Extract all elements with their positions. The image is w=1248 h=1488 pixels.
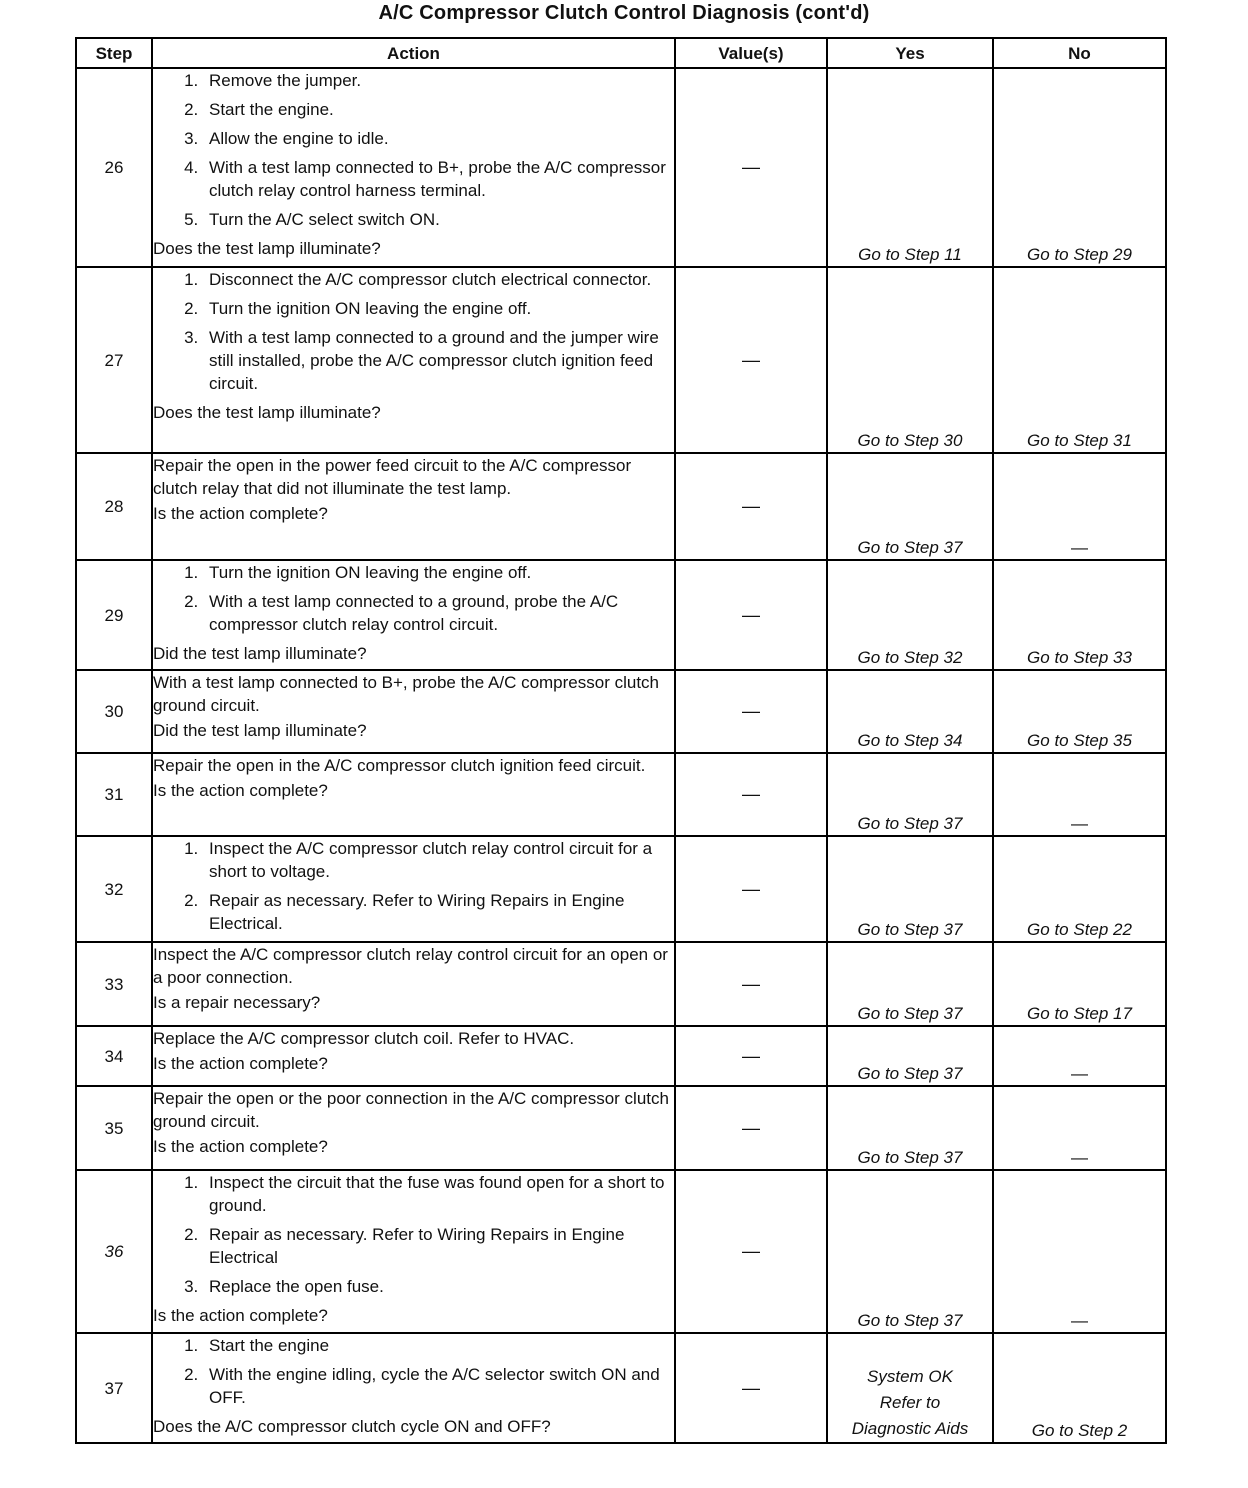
table-row — [76, 1026, 1166, 1086]
no-cell: Go to Step 29 — [993, 68, 1166, 267]
action-steps — [153, 69, 674, 231]
step-number: 29 — [76, 560, 152, 670]
action-question: Did the test lamp illuminate? — [153, 721, 367, 740]
no-cell: — — [993, 753, 1166, 836]
action-step: 1. Inspect the circuit that the fuse was found open for a short to ground. — [203, 1171, 674, 1217]
action-question: Is the action complete? — [153, 781, 328, 800]
action-step: 3. Replace the open fuse. — [203, 1275, 674, 1298]
no-cell: — — [993, 1170, 1166, 1333]
value-cell: — — [675, 1170, 827, 1333]
action-question: Does the test lamp illuminate? — [153, 239, 381, 258]
table-row — [76, 1086, 1166, 1170]
action-step: 2. Repair as necessary. Refer to Wiring Repairs in Engine Electrical — [203, 1223, 674, 1269]
action-question: Did the test lamp illuminate? — [153, 644, 367, 663]
action-cell — [152, 453, 675, 560]
value-cell: — — [675, 1086, 827, 1170]
action-cell — [152, 942, 675, 1026]
value-cell: — — [675, 68, 827, 267]
action-steps — [153, 561, 674, 636]
action-cell — [152, 1086, 675, 1170]
action-cell — [152, 68, 675, 267]
table-row — [76, 670, 1166, 753]
value-cell: — — [675, 753, 827, 836]
action-cell — [152, 670, 675, 753]
action-question: Does the A/C compressor clutch cycle ON and OFF? — [153, 1417, 551, 1436]
action-text: Replace the A/C compressor clutch coil. Refer to HVAC. — [153, 1029, 575, 1048]
action-cell — [152, 1170, 675, 1333]
action-step: 1. Start the engine — [203, 1334, 674, 1357]
table-header-row — [76, 38, 1166, 68]
action-step: 2. Turn the ignition ON leaving the engine off. — [203, 297, 674, 320]
table-row — [76, 1170, 1166, 1333]
table-row — [76, 836, 1166, 942]
yes-cell: Go to Step 30 — [827, 267, 993, 453]
step-number: 33 — [76, 942, 152, 1026]
action-question: Does the test lamp illuminate? — [153, 403, 381, 422]
no-cell: Go to Step 2 — [993, 1333, 1166, 1443]
yes-cell: Go to Step 37 — [827, 453, 993, 560]
no-cell: Go to Step 17 — [993, 942, 1166, 1026]
table-row — [76, 453, 1166, 560]
action-cell — [152, 836, 675, 942]
no-cell: — — [993, 453, 1166, 560]
yes-cell: Go to Step 37 — [827, 1170, 993, 1333]
action-step: 3. Allow the engine to idle. — [203, 127, 674, 150]
action-text: Inspect the A/C compressor clutch relay control circuit for an open or a poor connection. — [153, 945, 668, 987]
no-cell: Go to Step 22 — [993, 836, 1166, 942]
action-step: 2. Start the engine. — [203, 98, 674, 121]
header-yes: Yes — [827, 38, 993, 68]
yes-cell: Go to Step 37 — [827, 753, 993, 836]
action-question: Is the action complete? — [153, 1054, 328, 1073]
step-number: 30 — [76, 670, 152, 753]
step-number: 27 — [76, 267, 152, 453]
step-number: 32 — [76, 836, 152, 942]
action-steps — [153, 1171, 674, 1298]
action-step: 3. With a test lamp connected to a ground and the jumper wire still installed, probe the A/C compressor clutch ignition feed circuit. — [203, 326, 674, 395]
action-text: Repair the open or the poor connection in the A/C compressor clutch ground circuit. — [153, 1089, 669, 1131]
yes-cell: Go to Step 37 — [827, 836, 993, 942]
action-steps — [153, 268, 674, 395]
action-text: Repair the open in the A/C compressor clutch ignition feed circuit. — [153, 756, 646, 775]
yes-cell: Go to Step 37 — [827, 1026, 993, 1086]
value-cell: — — [675, 1026, 827, 1086]
diagnosis-table — [75, 37, 1167, 1444]
action-step: 2. With the engine idling, cycle the A/C selector switch ON and OFF. — [203, 1363, 674, 1409]
header-action: Action — [152, 38, 675, 68]
page-title: A/C Compressor Clutch Control Diagnosis (cont'd) — [378, 2, 870, 24]
action-question: Is the action complete? — [153, 1137, 328, 1156]
table-row — [76, 68, 1166, 267]
table-row — [76, 560, 1166, 670]
table-row — [76, 753, 1166, 836]
step-number: 37 — [76, 1333, 152, 1443]
action-text: With a test lamp connected to B+, probe the A/C compressor clutch ground circuit. — [153, 673, 659, 715]
no-cell: — — [993, 1086, 1166, 1170]
action-cell — [152, 1026, 675, 1086]
action-question: Is a repair necessary? — [153, 993, 321, 1012]
step-number: 34 — [76, 1026, 152, 1086]
action-question: Is the action complete? — [153, 1306, 328, 1325]
header-values: Value(s) — [675, 38, 827, 68]
action-step: 2. With a test lamp connected to a ground, probe the A/C compressor clutch relay control circuit. — [203, 590, 674, 636]
no-cell: Go to Step 33 — [993, 560, 1166, 670]
action-step: 1. Turn the ignition ON leaving the engine off. — [203, 561, 674, 584]
yes-cell: Go to Step 37 — [827, 942, 993, 1026]
table-row — [76, 1333, 1166, 1443]
action-step: 2. Repair as necessary. Refer to Wiring Repairs in Engine Electrical. — [203, 889, 674, 935]
step-number: 28 — [76, 453, 152, 560]
yes-line: System OK — [867, 1367, 953, 1386]
action-step: 1. Disconnect the A/C compressor clutch electrical connector. — [203, 268, 674, 291]
action-cell — [152, 560, 675, 670]
yes-cell: Go to Step 34 — [827, 670, 993, 753]
no-cell: — — [993, 1026, 1166, 1086]
yes-cell — [827, 1333, 993, 1443]
header-step: Step — [76, 38, 152, 68]
action-step: 1. Remove the jumper. — [203, 69, 674, 92]
action-steps — [153, 1334, 674, 1409]
yes-lines — [828, 1364, 992, 1442]
yes-line: Refer to — [879, 1393, 941, 1412]
yes-cell: Go to Step 37 — [827, 1086, 993, 1170]
yes-line: Diagnostic Aids — [851, 1419, 969, 1438]
step-number: 31 — [76, 753, 152, 836]
yes-cell: Go to Step 11 — [827, 68, 993, 267]
value-cell: — — [675, 453, 827, 560]
yes-cell: Go to Step 32 — [827, 560, 993, 670]
action-cell — [152, 753, 675, 836]
step-number: 36 — [76, 1170, 152, 1333]
value-cell: — — [675, 267, 827, 453]
action-cell — [152, 267, 675, 453]
no-cell: Go to Step 31 — [993, 267, 1166, 453]
action-step: 5. Turn the A/C select switch ON. — [203, 208, 674, 231]
value-cell: — — [675, 942, 827, 1026]
action-step: 1. Inspect the A/C compressor clutch relay control circuit for a short to voltage. — [203, 837, 674, 883]
action-text: Repair the open in the power feed circuit to the A/C compressor clutch relay that did not illuminate the test lamp. — [153, 456, 632, 498]
action-question: Is the action complete? — [153, 504, 328, 523]
value-cell: — — [675, 1333, 827, 1443]
header-no: No — [993, 38, 1166, 68]
value-cell: — — [675, 836, 827, 942]
value-cell: — — [675, 560, 827, 670]
step-number: 35 — [76, 1086, 152, 1170]
action-step: 4. With a test lamp connected to B+, probe the A/C compressor clutch relay control harness terminal. — [203, 156, 674, 202]
step-number: 26 — [76, 68, 152, 267]
table-row — [76, 942, 1166, 1026]
action-steps — [153, 837, 674, 935]
no-cell: Go to Step 35 — [993, 670, 1166, 753]
action-cell — [152, 1333, 675, 1443]
table-row — [76, 267, 1166, 453]
value-cell: — — [675, 670, 827, 753]
